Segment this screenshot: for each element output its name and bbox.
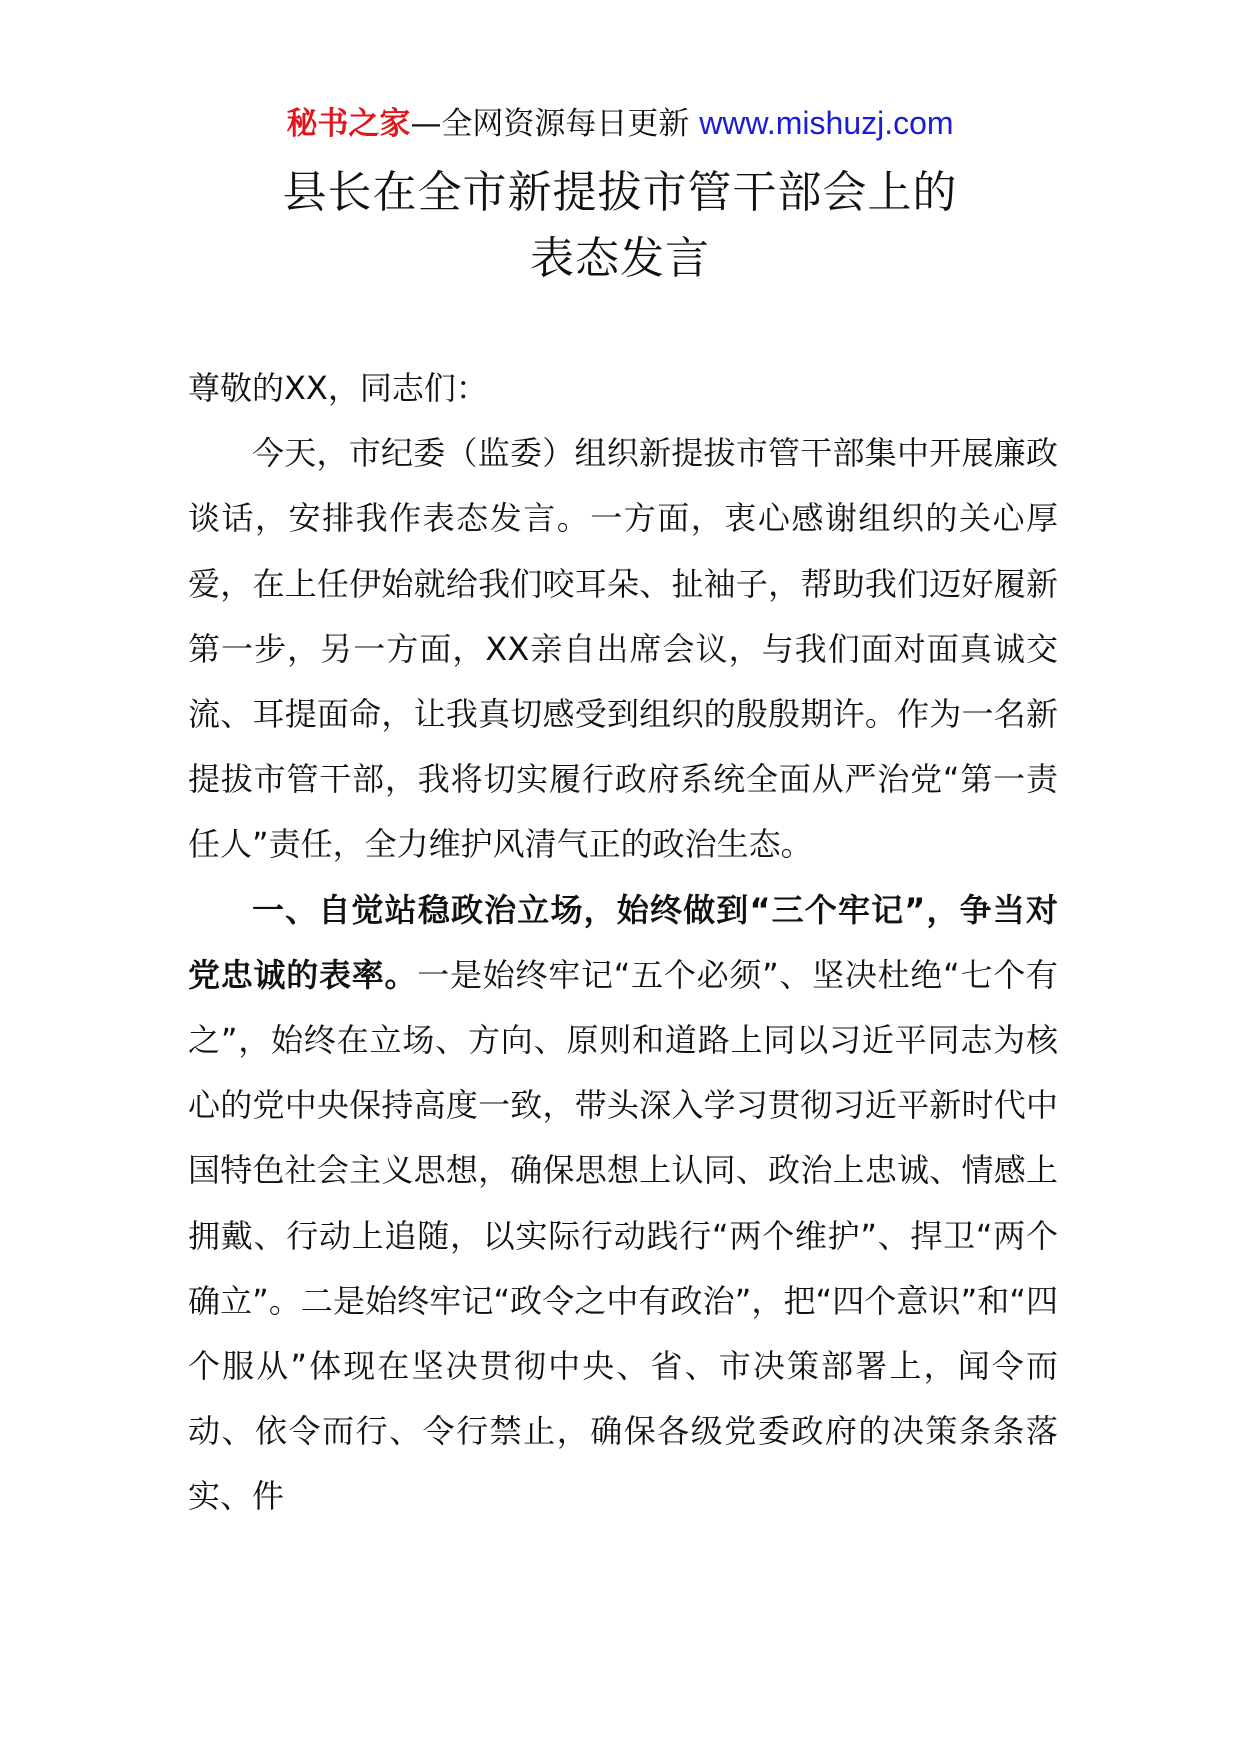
document-body bbox=[188, 356, 1058, 1530]
section-1-text: 一是始终牢记“五个必须”、坚决杜绝“七个有之”，始终在立场、方向、原则和道路上同以习近平同志为核心的党中央保持高度一致，带头深入学习贯彻习近平新时代中国特色社会主义思想，确保思想上认同、政治上忠诚、情感上拥戴、行动上追随，以实际行动践行“两个维护”、捍卫“两个确立”。二是始终牢记“政令之中有政治”，把“四个意识”和“四个服从”体现在坚决贯彻中央、省、市决策部署上，闻令而动、依令而行、令行禁止，确保各级党委政府的决策条条落实、件 bbox=[188, 955, 1058, 1516]
paragraph-intro: 今天，市纪委（监委）组织新提拔市管干部集中开展廉政谈话，安排我作表态发言。一方面，衷心感谢组织的关心厚爱，在上任伊始就给我们咬耳朵、扯袖子，帮助我们迈好履新第一步，另一方面，XX亲自出席会议，与我们面对面真诚交流、耳提面命，让我真切感受到组织的殷殷期许。作为一名新提拔市管干部，我将切实履行政府系统全面从严治党“第一责任人”责任，全力维护风清气正的政治生态。 bbox=[188, 434, 1058, 864]
section-1-heading: 一、自觉站稳政治立场，始终做到“三个牢记”，争当对党忠诚的表率。 bbox=[188, 890, 1058, 994]
brand-name: 秘书之家 bbox=[286, 106, 411, 142]
paragraph-section-1 bbox=[188, 878, 1058, 1530]
title-line-2: 表态发言 bbox=[530, 233, 710, 284]
title-line-1: 县长在全市新提拔市管干部会上的 bbox=[282, 167, 958, 218]
salutation: 尊敬的XX，同志们： bbox=[188, 369, 488, 407]
document-title bbox=[0, 160, 1240, 292]
site-url-link[interactable]: www.mishuzj.com bbox=[699, 105, 954, 141]
header-tagline: —全网资源每日更新 bbox=[410, 106, 690, 142]
watermark-header bbox=[0, 100, 1240, 147]
